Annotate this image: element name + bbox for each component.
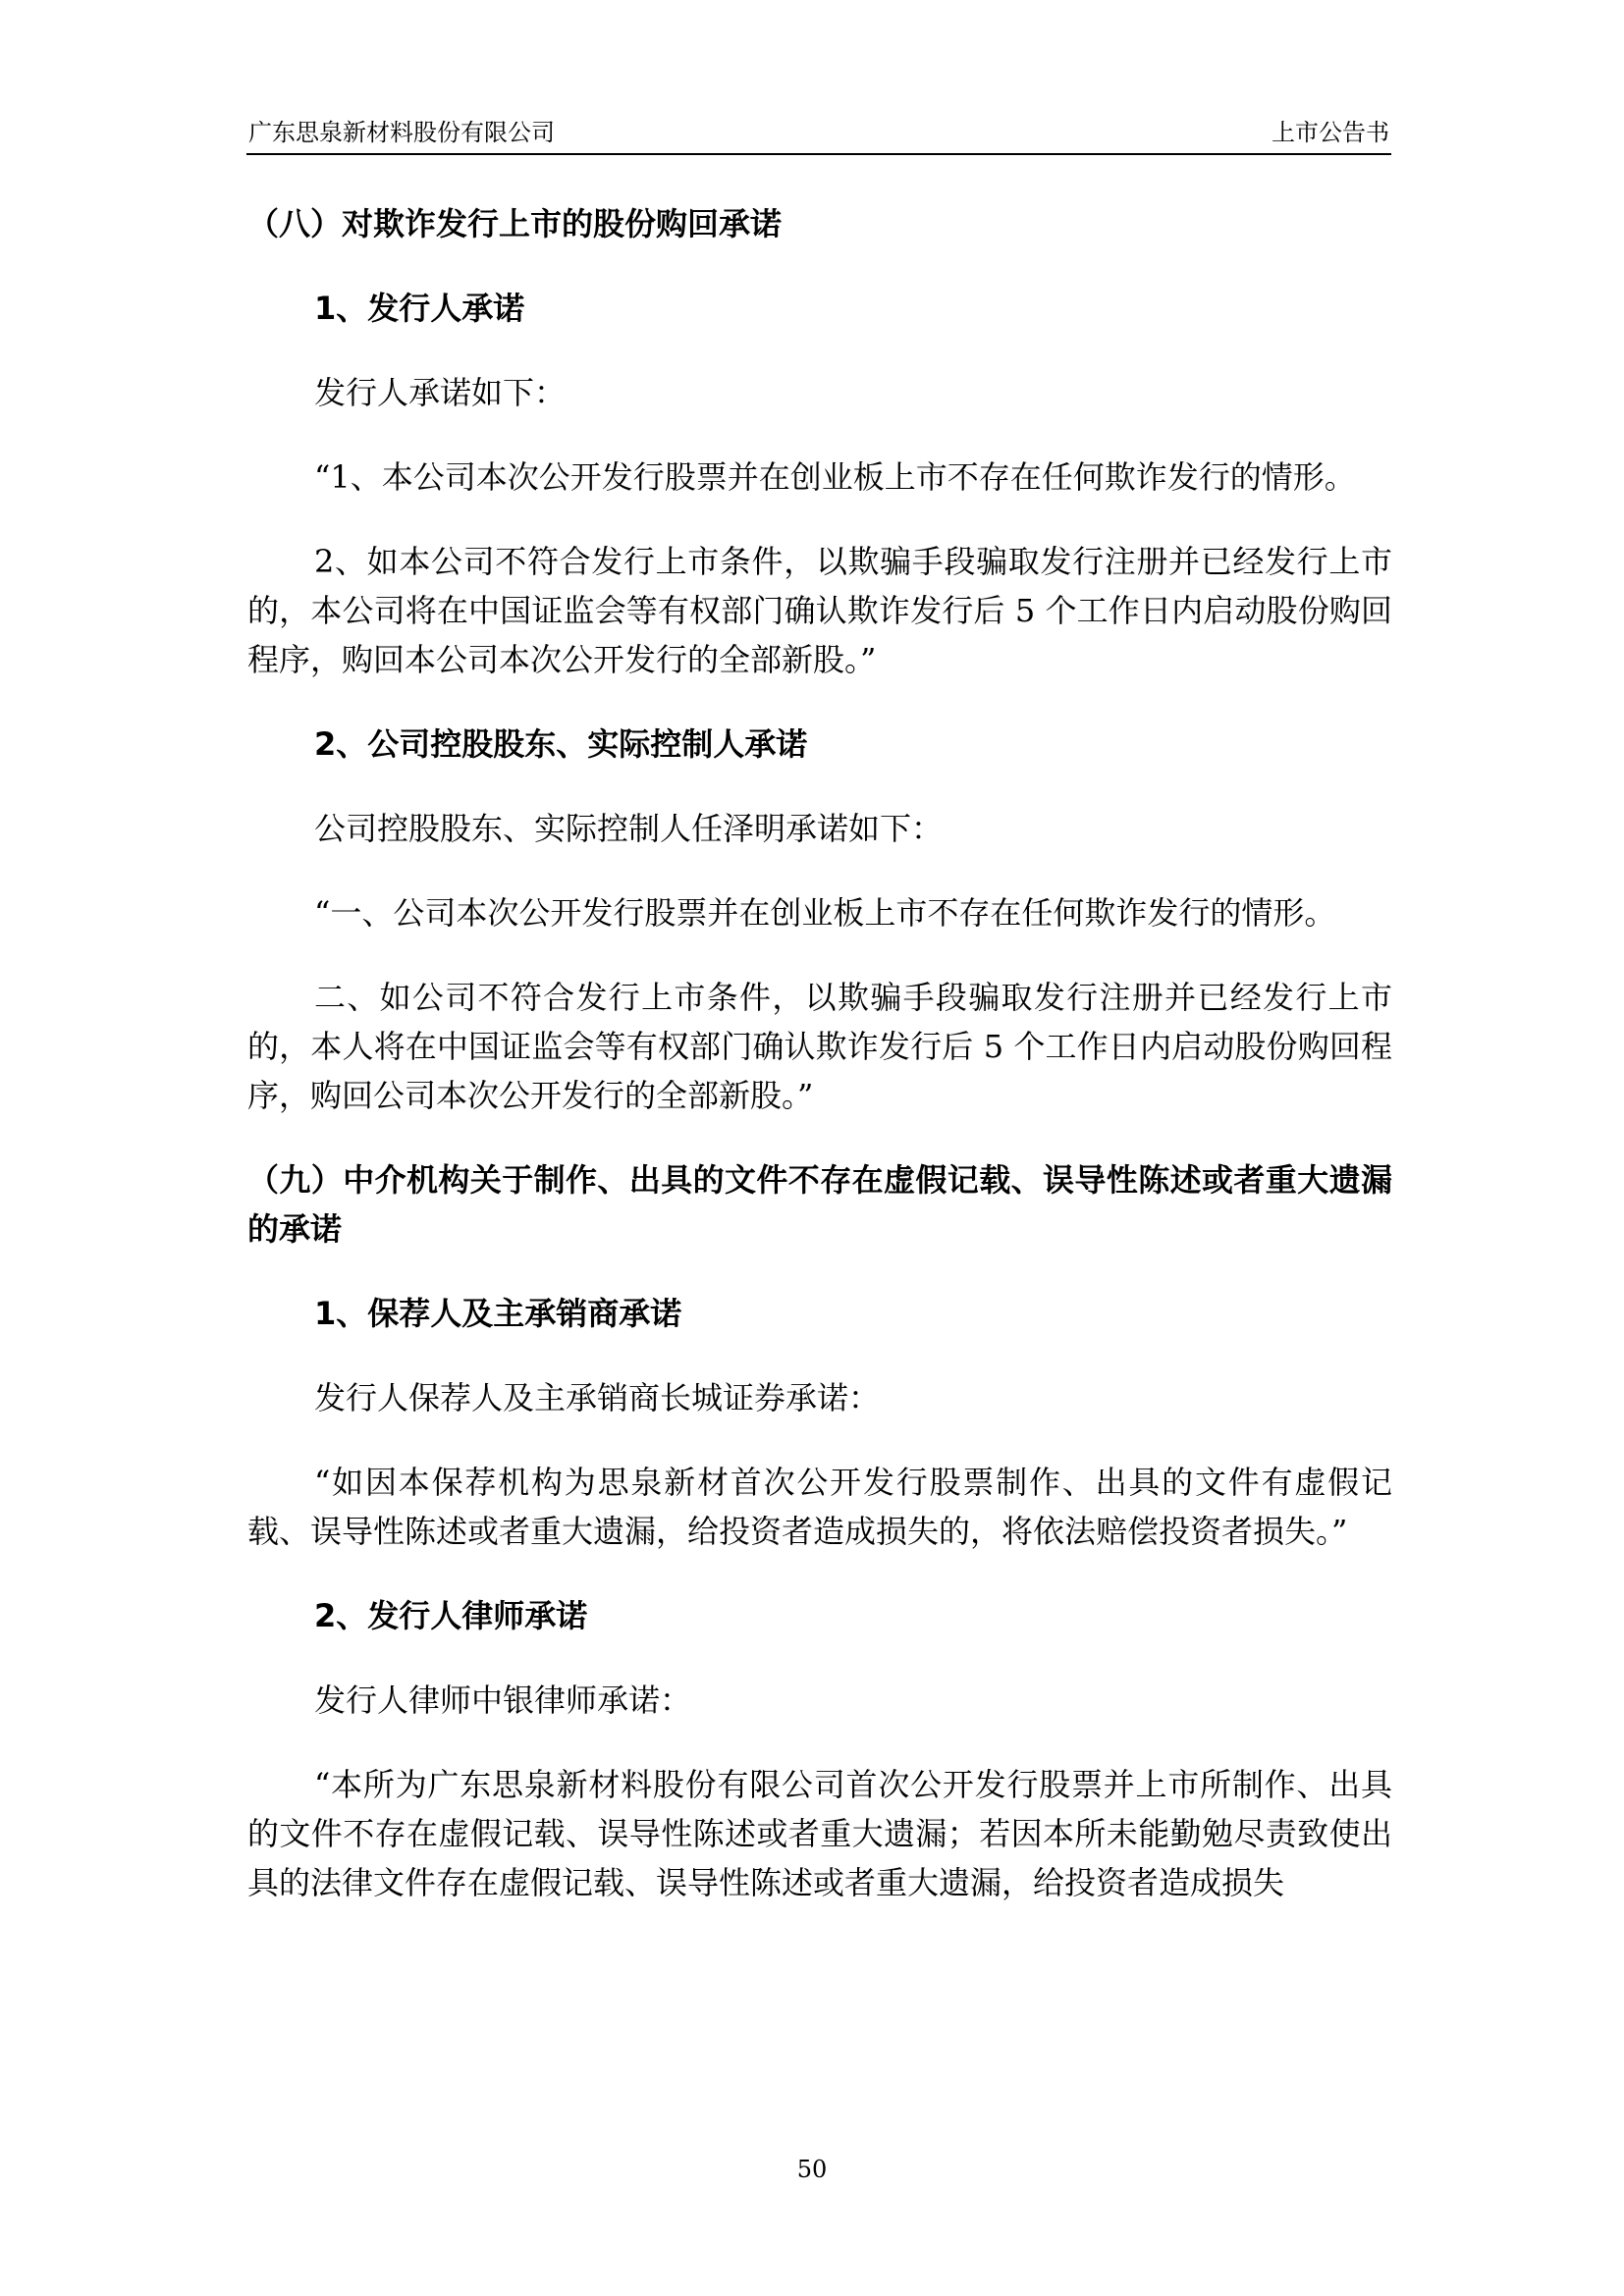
- section-9-heading: （九）中介机构关于制作、出具的文件不存在虚假记载、误导性陈述或者重大遗漏的承诺: [247, 1161, 1392, 1248]
- section-9-sub1-paragraph-1: “如因本保荐机构为思泉新材首次公开发行股票制作、出具的文件有虚假记载、误导性陈述或者重大遗漏，给投资者造成损失的，将依法赔偿投资者损失。”: [247, 1464, 1392, 1550]
- section-8-heading: （八）对欺诈发行上市的股份购回承诺: [247, 205, 783, 242]
- page-number: 50: [796, 2156, 828, 2183]
- page-header: [246, 112, 1391, 155]
- section-9-sub2-intro: 发行人律师中银律师承诺：: [314, 1682, 692, 1719]
- section-8-sub1-heading: 1、发行人承诺: [314, 290, 525, 327]
- section-9-sub2-paragraph-1: “本所为广东思泉新材料股份有限公司首次公开发行股票并上市所制作、出具的文件不存在虚假记载、误导性陈述或者重大遗漏；若因本所未能勤勉尽责致使出具的法律文件存在虚假记载、误导性陈述或者重大遗漏，给投资者造成损失: [247, 1766, 1392, 1901]
- section-8-sub1-intro: 发行人承诺如下：: [314, 374, 567, 411]
- header-company-name: 广东思泉新材料股份有限公司: [248, 119, 555, 146]
- section-8-sub2-heading: 2、公司控股股东、实际控制人承诺: [314, 725, 808, 763]
- section-9-sub1-intro: 发行人保荐人及主承销商长城证券承诺：: [314, 1379, 881, 1416]
- section-9-sub2-heading: 2、发行人律师承诺: [314, 1597, 588, 1634]
- section-8-sub1-paragraph-1: “1、本公司本次公开发行股票并在创业板上市不存在任何欺诈发行的情形。: [314, 458, 1356, 496]
- section-8-sub1-paragraph-2: 2、如本公司不符合发行上市条件，以欺骗手段骗取发行注册并已经发行上市的，本公司将在中国证监会等有权部门确认欺诈发行后 5 个工作日内启动股份购回程序，购回本公司本次公开发行的全部新股。”: [247, 543, 1392, 678]
- section-8-sub2-intro: 公司控股股东、实际控制人任泽明承诺如下：: [314, 810, 944, 847]
- section-8-sub2-paragraph-2: 二、如公司不符合发行上市条件，以欺骗手段骗取发行注册并已经发行上市的，本人将在中国证监会等有权部门确认欺诈发行后 5 个工作日内启动股份购回程序，购回公司本次公开发行的全部新股。”: [247, 979, 1392, 1114]
- section-8-sub2-paragraph-1: “一、公司本次公开发行股票并在创业板上市不存在任何欺诈发行的情形。: [314, 894, 1336, 932]
- section-9-sub1-heading: 1、保荐人及主承销商承诺: [314, 1295, 682, 1332]
- document-body: [247, 199, 1392, 1943]
- header-document-type: 上市公告书: [1272, 119, 1389, 146]
